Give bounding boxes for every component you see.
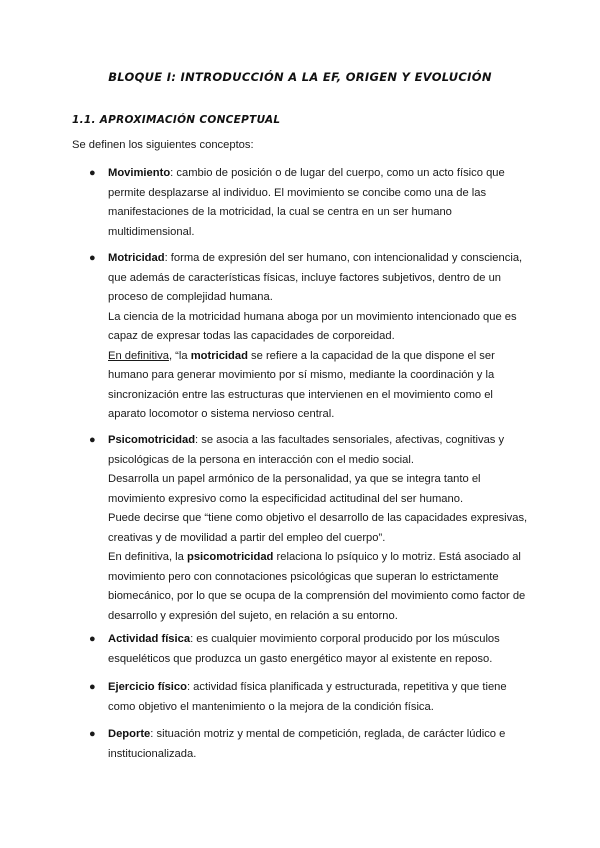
list-item-line: como objetivo el mantenimiento o la mejora de la condición física. <box>108 700 434 713</box>
list-item-line: Puede decirse que “tiene como objetivo el desarrollo de las capacidades expresivas, <box>108 512 528 524</box>
bullet-icon: ● <box>89 252 96 264</box>
list-item-line: esqueléticos que produzca un gasto energético mayor al existente en reposo. <box>108 652 493 665</box>
list-item-line: creativas y de movilidad a partir del empleo del cuerpo”. <box>108 531 386 544</box>
term-label: motricidad <box>190 349 248 362</box>
list-item-line: En definitiva, “la motricidad se refiere a la capacidad de la que dispone el ser <box>108 349 495 362</box>
list-item-line: Motricidad: forma de expresión del ser humano, con intencionalidad y consciencia, <box>108 252 523 264</box>
term-label: Actividad física <box>108 633 191 645</box>
list-item-line: En definitiva, la psicomotricidad relaciona lo psíquico y lo motriz. Está asociado al <box>108 551 521 563</box>
underlined-phrase: En definitiva <box>108 349 169 362</box>
list-item-line: biomecánico, por lo que se ocupa de la comprensión del movimiento como factor de <box>108 590 526 602</box>
list-item-line: movimiento pero con connotaciones psicológicas que superan lo estrictamente <box>108 570 499 583</box>
list-item-deporte <box>89 725 528 764</box>
list-item-line: que además de características físicas, incluye factores subjetivos, dentro de un <box>108 271 502 284</box>
term-label: Motricidad <box>108 252 165 264</box>
list-item-movimiento <box>89 164 528 242</box>
list-item-line: Deporte: situación motriz y mental de competición, reglada, de carácter lúdico e <box>108 728 506 740</box>
term-label: psicomotricidad <box>186 551 274 563</box>
bullet-icon: ● <box>89 434 96 446</box>
list-item-motricidad <box>89 249 528 425</box>
list-item-line: La ciencia de la motricidad humana aboga por un movimiento intencionado que es <box>108 310 517 323</box>
bullet-icon: ● <box>89 167 96 179</box>
list-item-line: capaz de expresar todas las capacidades de corporeidad. <box>108 330 395 342</box>
list-item-line: Ejercicio físico: actividad física planificada y estructurada, repetitiva y que tiene <box>108 681 507 693</box>
list-item-line: movimiento expresivo como la especificidad actitudinal del ser humano. <box>108 492 464 505</box>
list-item-line: sincronización entre las estructuras que intervienen en el movimiento como el <box>108 388 493 401</box>
term-label: Psicomotricidad <box>108 434 196 446</box>
term-label: Movimiento <box>108 167 171 179</box>
list-item-ejercicio-fisico <box>89 678 528 717</box>
list-item-line: humano para generar movimiento por sí mismo, mediante la coordinación y la <box>108 369 495 381</box>
list-item-line: desarrollo y expresión del sujeto, en relación a su entorno. <box>108 609 398 622</box>
list-item-line: Psicomotricidad: se asocia a las facultades sensoriales, afectivas, cognitivas y <box>108 434 505 446</box>
intro-text: Se definen los siguientes conceptos: <box>72 139 254 151</box>
page-title: BLOQUE I: INTRODUCCIÓN A LA EF, ORIGEN Y EVOLUCIÓN <box>108 70 492 84</box>
list-item-line: manifestaciones de la motricidad, la cual se centra en un ser humano <box>108 206 452 218</box>
list-item-line: Movimiento: cambio de posición o de lugar del cuerpo, como un acto físico que <box>108 167 505 179</box>
list-item-line: Actividad física: es cualquier movimiento corporal producido por los músculos <box>108 633 500 645</box>
list-item-line: proceso de complejidad humana. <box>108 291 273 303</box>
list-item-psicomotricidad <box>89 431 528 626</box>
bullet-icon: ● <box>89 633 96 645</box>
list-item-line: psicológicas de la persona en interacción con el medio social. <box>108 453 414 466</box>
term-label: Deporte <box>108 728 151 740</box>
bullet-icon: ● <box>89 728 96 740</box>
list-item-line: multidimensional. <box>108 225 195 238</box>
list-item-line: permite desplazarse al individuo. El movimiento se concibe como una de las <box>108 186 487 199</box>
list-item-line: aparato locomotor o sistema nervioso central. <box>108 408 335 420</box>
section-heading: 1.1. APROXIMACIÓN CONCEPTUAL <box>72 114 281 126</box>
bullet-icon: ● <box>89 681 96 693</box>
list-item-line: Desarrolla un papel armónico de la personalidad, ya que se integra tanto el <box>108 473 481 485</box>
list-item-line: institucionalizada. <box>108 747 197 760</box>
list-item-actividad-fisica <box>89 630 528 669</box>
term-label: Ejercicio físico <box>108 681 187 693</box>
